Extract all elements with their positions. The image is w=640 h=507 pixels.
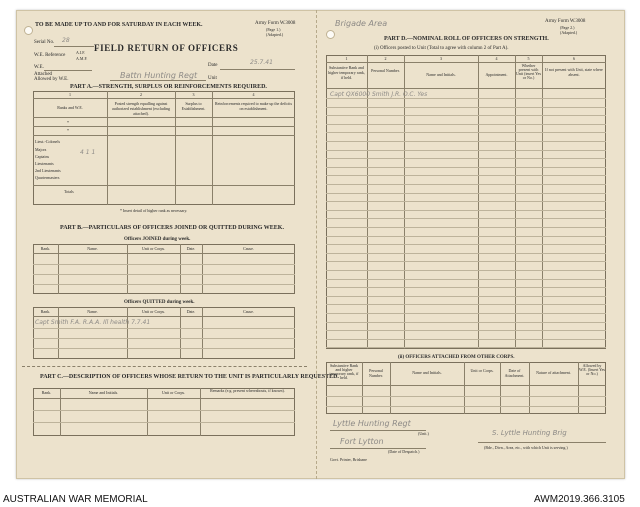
ruled-line: [326, 167, 606, 168]
col-header: Personal Number.: [369, 368, 383, 378]
col-header: Rank.: [40, 309, 51, 314]
col-number: 2: [140, 92, 142, 97]
col-header: Ranks and W.E.: [57, 105, 83, 110]
quitted-table: [33, 307, 295, 359]
col-header: Name and Initials.: [412, 370, 442, 375]
allowed-label: Allowed by W.E.: [34, 77, 69, 82]
aif-label: A.I.F.: [76, 50, 86, 55]
ruled-line: [326, 330, 606, 331]
col-header: Allowed by W.E. (Insert Yes or No.): [579, 363, 605, 376]
part-a-footnote: * Insert detail of higher rank as necessary.: [120, 208, 188, 213]
form-title: FIELD RETURN OF OFFICERS: [94, 43, 239, 53]
ruled-line: [326, 313, 606, 314]
col-header: Name.: [87, 309, 98, 314]
col-header: Appointment.: [485, 72, 508, 77]
signature-area-handwriting: S. Lyttle Hunting Brig: [492, 429, 567, 437]
star-mark: *: [67, 128, 69, 133]
col-number: 4: [495, 56, 498, 61]
ruled-line: [326, 141, 606, 142]
col-header: Nature of attachment.: [536, 370, 571, 375]
col-number: 3: [440, 56, 442, 61]
part-a-handwriting: 4 1 1: [80, 149, 96, 156]
ruled-line: [326, 304, 606, 305]
col-number: 4: [252, 92, 255, 97]
ruled-line: [326, 253, 606, 254]
ruled-line: [326, 236, 606, 237]
col-header: Date.: [186, 246, 196, 251]
col-header: Unit or Corps.: [162, 390, 185, 395]
unit-caption: (Unit.): [418, 431, 429, 436]
quitted-entry-handwriting: Capt Smith F.A. R.A.A. Ill health 7.7.41: [35, 319, 151, 326]
ruled-line: [326, 279, 606, 280]
ruled-line: [326, 193, 606, 194]
ruled-line: [326, 347, 606, 348]
col-header: Substantive Rank and higher temporary rank, if held.: [328, 65, 365, 80]
part-a-title: PART A.—STRENGTH, SURPLUS OR REINFORCEMENTS REQUIRED.: [70, 84, 267, 90]
page-label: (Page 1.): [266, 27, 281, 32]
we-label: W.E.: [34, 65, 44, 70]
ruled-line: [326, 132, 606, 133]
serial-handwriting: 28: [62, 37, 70, 44]
amf-label: A.M.F.: [76, 56, 88, 61]
col-header: If not present with Unit, state where absent.: [545, 67, 603, 77]
part-b-title: PART B.—PARTICULARS OF OFFICERS JOINED OR QUITTED DURING WEEK.: [60, 225, 284, 231]
page-adapted-right: (Adapted.): [560, 30, 578, 35]
ruled-line: [326, 227, 606, 228]
nominal-roll-entry-handwriting: Capt QX6000 Smith J.R. O.C. Yes: [330, 91, 428, 98]
ruled-line: [326, 270, 606, 271]
we-ref-label: W.E. Reference: [34, 53, 66, 58]
serial-label: Serial No.: [34, 40, 55, 45]
ruled-line: [326, 296, 606, 297]
date-label: Date: [208, 63, 218, 68]
signed-caption: (Bde., Divn., Area, etc., with which Unit is serving.): [484, 445, 568, 450]
col-header: Name.: [87, 246, 98, 251]
ruled-line: [326, 201, 606, 202]
quitted-title: Officers QUITTED during week.: [124, 300, 195, 305]
ruled-line: [326, 339, 606, 340]
col-header: Unit or Corps.: [470, 368, 494, 373]
part-c-title: PART C.—DESCRIPTION OF OFFICERS WHOSE RETURN TO THE UNIT IS PARTICULARLY REQUESTED.: [40, 374, 339, 380]
col-number: 5: [527, 56, 530, 61]
col-number: 2: [384, 56, 387, 61]
rank-label: Majors: [35, 147, 47, 152]
col-header: Unit or Corps.: [142, 309, 165, 314]
ruled-line: [326, 158, 606, 159]
ruled-line: [326, 115, 606, 116]
punch-hole: [24, 26, 33, 35]
archive-credit: AUSTRALIAN WAR MEMORIAL: [3, 494, 148, 505]
army-form-number: Army Form W.3008: [255, 21, 296, 26]
signature-date-handwriting: Fort Lytton: [340, 437, 384, 446]
page-label-right: (Page 2.): [560, 25, 575, 30]
joined-title: Officers JOINED during week.: [124, 237, 191, 242]
ruled-line: [326, 218, 606, 219]
printer-credit: Govt. Printer, Brisbane: [330, 457, 367, 462]
star-mark: *: [67, 120, 69, 125]
rank-label: Lieutenants: [35, 161, 54, 166]
col-header: Cause.: [243, 246, 254, 251]
unit-label: Unit: [208, 76, 217, 81]
col-number: 1: [69, 92, 71, 97]
col-header: Remarks (e.g. present whereabouts, if known).: [210, 388, 285, 393]
ruled-line: [326, 184, 606, 185]
rank-label: Quartermasters: [35, 175, 60, 180]
rank-label: Captains: [35, 154, 49, 159]
col-header: Whether present with Unit (insert Yes or No.): [516, 63, 542, 80]
rank-label: Lieut.-Colonels: [35, 139, 60, 144]
col-header: Unit or Corps.: [142, 246, 165, 251]
unit-handwriting: Battn Hunting Regt: [120, 71, 198, 80]
col-header: Rank.: [41, 390, 52, 395]
part-d-attached-title: (ii) OFFICERS ATTACHED FROM OTHER CORPS.: [398, 355, 515, 360]
page-adapted: (Adapted.): [266, 32, 284, 37]
col-number: 3: [192, 92, 195, 97]
ruled-line: [326, 261, 606, 262]
dispatch-caption: (Date of Despatch.): [388, 449, 420, 454]
header-instruction: TO BE MADE UP TO AND FOR SATURDAY IN EACH WEEK.: [35, 22, 203, 28]
archive-reference: AWM2019.366.3105: [534, 494, 625, 505]
ruled-line: [326, 150, 606, 151]
ruled-line: [326, 210, 606, 211]
punch-hole: [326, 30, 335, 39]
army-form-number-right: Army Form W.3008: [545, 19, 586, 24]
part-d-subtitle: (i) Officers posted to Unit (Total to agree with column 2 of Part A).: [374, 46, 509, 51]
ruled-line: [326, 287, 606, 288]
date-handwriting: 25.7.41: [250, 59, 273, 66]
col-header: Reinforcements required to make up the deficits on establishment.: [214, 101, 293, 111]
col-header: Name and Initials.: [88, 390, 119, 395]
joined-table: [33, 244, 295, 294]
part-d-title: PART D.—NOMINAL ROLL OF OFFICERS ON STRENGTH.: [384, 36, 549, 42]
col-number: 1: [345, 56, 348, 61]
ruled-line: [326, 322, 606, 323]
rank-label: 2nd Lieutenants: [35, 168, 61, 173]
col-number: 6: [573, 56, 575, 61]
col-header: Name and Initials.: [426, 72, 456, 77]
totals-label: Totals: [64, 189, 74, 194]
col-header: Personal Number.: [371, 68, 400, 73]
col-header: Date.: [186, 309, 196, 314]
center-fold: [316, 10, 317, 479]
ruled-line: [326, 98, 606, 99]
top-right-handwriting: Brigade Area: [335, 19, 388, 28]
ruled-line: [326, 107, 606, 108]
ruled-line: [326, 244, 606, 245]
col-header: Surplus to Establishment.: [181, 101, 206, 111]
col-header: Date of Attachment.: [504, 368, 525, 378]
col-header: Rank.: [40, 246, 51, 251]
ruled-line: [326, 124, 606, 125]
attached-label: Attached: [34, 72, 53, 77]
signature-unit-handwriting: Lyttle Hunting Regt: [333, 419, 411, 428]
col-header: Substantive Rank and higher temporary rank, if held.: [329, 363, 359, 380]
col-header: Posted strength equalling against authorized establishment (excluding attached).: [112, 101, 170, 116]
part-c-table: [33, 388, 295, 436]
col-header: Cause.: [243, 309, 254, 314]
ruled-line: [326, 175, 606, 176]
